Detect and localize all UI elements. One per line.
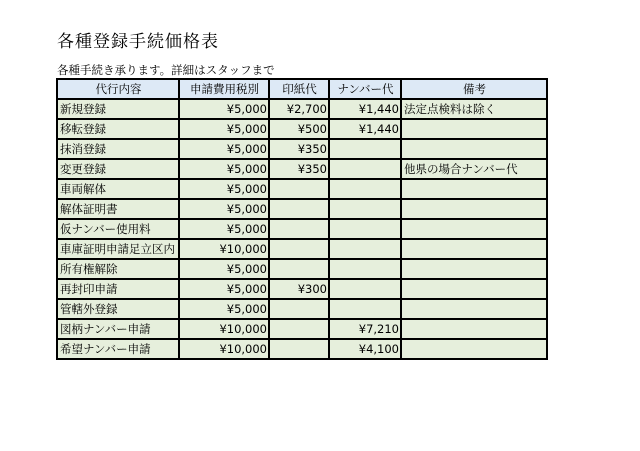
stamp-cell: ¥300 [269,279,329,299]
service-cell: 抹消登録 [57,139,179,159]
table-body [57,99,547,359]
document-note: 各種手続き承ります。詳細はスタッフまで [57,63,275,77]
fee-cell: ¥10,000 [179,319,269,339]
stamp-cell [269,239,329,259]
fee-cell: ¥5,000 [179,219,269,239]
service-cell: 管轄外登録 [57,299,179,319]
plate-cell [329,159,401,179]
fee-cell: ¥5,000 [179,139,269,159]
stamp-cell [269,219,329,239]
table-row [57,239,547,259]
plate-cell [329,299,401,319]
service-cell: 仮ナンバー使用料 [57,219,179,239]
remarks-cell [401,139,547,159]
fee-cell: ¥5,000 [179,199,269,219]
table-row [57,139,547,159]
fee-cell: ¥10,000 [179,239,269,259]
fee-cell: ¥5,000 [179,179,269,199]
remarks-cell [401,219,547,239]
header-stamp: 印紙代 [269,79,329,99]
plate-cell [329,219,401,239]
plate-cell [329,259,401,279]
table-row [57,319,547,339]
remarks-cell: 他県の場合ナンバー代 [401,159,547,179]
stamp-cell: ¥500 [269,119,329,139]
table-row [57,99,547,119]
stamp-cell [269,199,329,219]
service-cell: 解体証明書 [57,199,179,219]
plate-cell: ¥7,210 [329,319,401,339]
remarks-cell [401,259,547,279]
table-row [57,179,547,199]
fee-cell: ¥5,000 [179,119,269,139]
fee-cell: ¥10,000 [179,339,269,359]
remarks-cell [401,199,547,219]
plate-cell [329,179,401,199]
table-row [57,279,547,299]
fee-cell: ¥5,000 [179,259,269,279]
plate-cell: ¥1,440 [329,99,401,119]
service-cell: 図柄ナンバー申請 [57,319,179,339]
remarks-cell: 法定点検料は除く [401,99,547,119]
plate-cell [329,239,401,259]
stamp-cell [269,299,329,319]
header-service: 代行内容 [57,79,179,99]
stamp-cell [269,259,329,279]
remarks-cell [401,239,547,259]
stamp-cell [269,339,329,359]
table-header-row [57,79,547,99]
stamp-cell: ¥350 [269,159,329,179]
table-row [57,339,547,359]
service-cell: 再封印申請 [57,279,179,299]
table-row [57,159,547,179]
plate-cell [329,279,401,299]
header-fee: 申請費用税別 [179,79,269,99]
remarks-cell [401,319,547,339]
table-row [57,299,547,319]
remarks-cell [401,279,547,299]
page-title: 各種登録手続価格表 [57,32,219,52]
service-cell: 変更登録 [57,159,179,179]
plate-cell: ¥1,440 [329,119,401,139]
service-cell: 希望ナンバー申請 [57,339,179,359]
service-cell: 車両解体 [57,179,179,199]
fee-cell: ¥5,000 [179,159,269,179]
price-table [56,78,548,360]
remarks-cell [401,339,547,359]
fee-cell: ¥5,000 [179,279,269,299]
service-cell: 所有権解除 [57,259,179,279]
stamp-cell [269,179,329,199]
header-plate: ナンバー代 [329,79,401,99]
plate-cell [329,199,401,219]
table-row [57,219,547,239]
service-cell: 新規登録 [57,99,179,119]
header-remarks: 備考 [401,79,547,99]
plate-cell [329,139,401,159]
remarks-cell [401,179,547,199]
stamp-cell: ¥2,700 [269,99,329,119]
remarks-cell [401,119,547,139]
plate-cell: ¥4,100 [329,339,401,359]
stamp-cell: ¥350 [269,139,329,159]
service-cell: 移転登録 [57,119,179,139]
remarks-cell [401,299,547,319]
table-row [57,199,547,219]
table-row [57,259,547,279]
fee-cell: ¥5,000 [179,299,269,319]
stamp-cell [269,319,329,339]
table-row [57,119,547,139]
service-cell: 車庫証明申請足立区内 [57,239,179,259]
fee-cell: ¥5,000 [179,99,269,119]
